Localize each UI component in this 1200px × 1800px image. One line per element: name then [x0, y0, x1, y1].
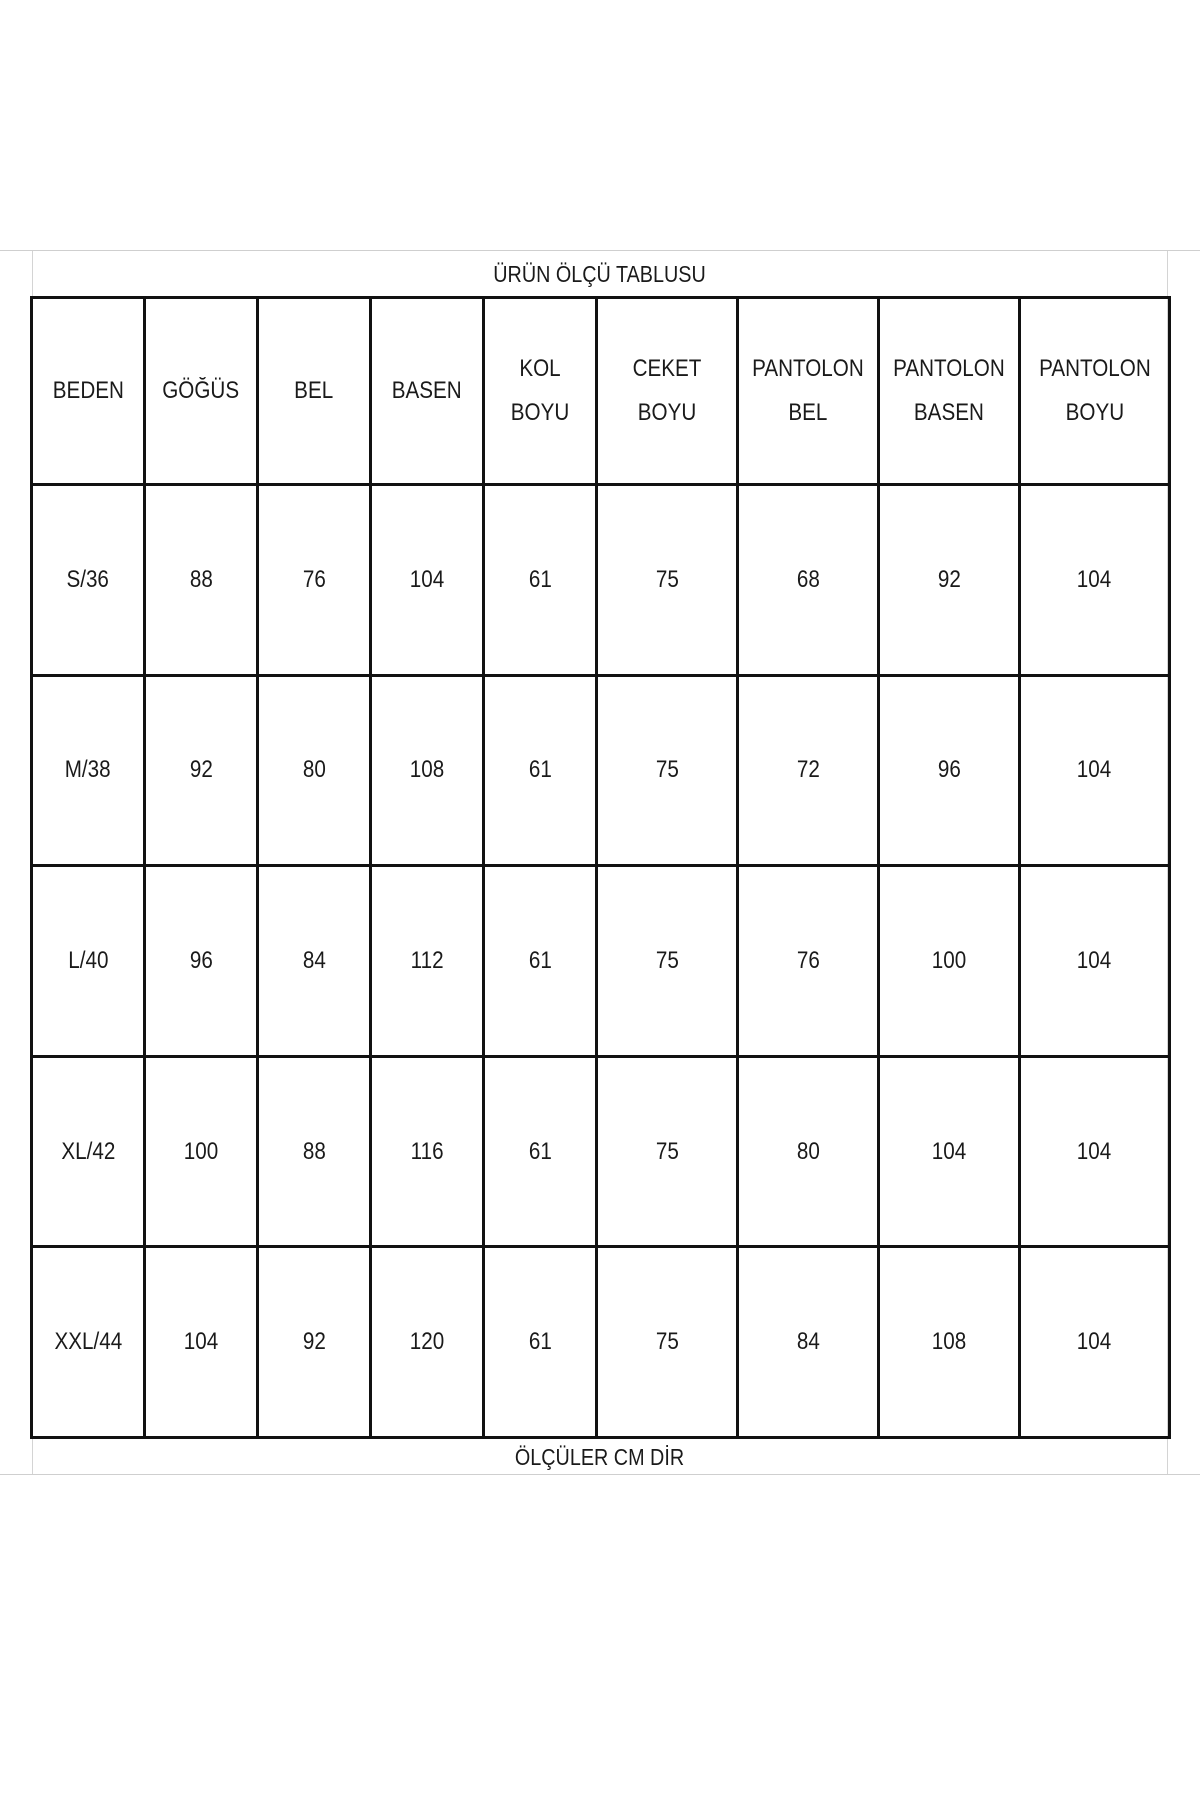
cell-size: XXL/44	[32, 1247, 145, 1438]
cell-basen: 108	[371, 675, 484, 866]
cell-pantolon-bel: 68	[738, 485, 879, 676]
table-row	[32, 1056, 1170, 1247]
cell-pantolon-bel: 80	[738, 1056, 879, 1247]
cell-pantolon-bel: 72	[738, 675, 879, 866]
header-cell-ceket-boyu: CEKET BOYU	[597, 298, 738, 485]
cell-gogus: 96	[145, 866, 258, 1057]
cell-gogus: 104	[145, 1247, 258, 1438]
cell-pantolon-basen: 100	[879, 866, 1020, 1057]
table-row	[32, 675, 1170, 866]
cell-kol-boyu: 61	[484, 675, 597, 866]
cell-pantolon-bel: 84	[738, 1247, 879, 1438]
cell-gogus: 92	[145, 675, 258, 866]
cell-ceket-boyu: 75	[597, 485, 738, 676]
cell-bel: 84	[258, 866, 371, 1057]
cell-gogus: 88	[145, 485, 258, 676]
table-row	[32, 866, 1170, 1057]
cell-pantolon-bel: 76	[738, 866, 879, 1057]
cell-kol-boyu: 61	[484, 1056, 597, 1247]
cell-ceket-boyu: 75	[597, 1056, 738, 1247]
header-cell-pantolon-basen: PANTOLON BASEN	[879, 298, 1020, 485]
header-cell-basen: BASEN	[371, 298, 484, 485]
table-row	[32, 1247, 1170, 1438]
header-cell-pantolon-bel: PANTOLON BEL	[738, 298, 879, 485]
cell-basen: 112	[371, 866, 484, 1057]
cell-basen: 120	[371, 1247, 484, 1438]
header-cell-beden: BEDEN	[32, 298, 145, 485]
cell-size: S/36	[32, 485, 145, 676]
cell-pantolon-boyu: 104	[1020, 675, 1170, 866]
cell-bel: 80	[258, 675, 371, 866]
cell-pantolon-boyu: 104	[1020, 485, 1170, 676]
cell-ceket-boyu: 75	[597, 866, 738, 1057]
header-row	[32, 298, 1170, 485]
cell-size: L/40	[32, 866, 145, 1057]
cell-ceket-boyu: 75	[597, 1247, 738, 1438]
cell-kol-boyu: 61	[484, 1247, 597, 1438]
cell-kol-boyu: 61	[484, 485, 597, 676]
cell-pantolon-basen: 104	[879, 1056, 1020, 1247]
cell-bel: 92	[258, 1247, 371, 1438]
header-cell-bel: BEL	[258, 298, 371, 485]
size-chart-sheet	[0, 250, 1200, 1475]
size-table	[30, 296, 1171, 1439]
cell-pantolon-basen: 108	[879, 1247, 1020, 1438]
cell-gogus: 100	[145, 1056, 258, 1247]
header-cell-kol-boyu: KOL BOYU	[484, 298, 597, 485]
units-note: ÖLÇÜLER CM DİR	[514, 1443, 685, 1470]
cell-pantolon-basen: 92	[879, 485, 1020, 676]
cell-basen: 104	[371, 485, 484, 676]
cell-basen: 116	[371, 1056, 484, 1247]
table-row	[32, 485, 1170, 676]
cell-ceket-boyu: 75	[597, 675, 738, 866]
cell-bel: 88	[258, 1056, 371, 1247]
header-cell-pantolon-boyu: PANTOLON BOYU	[1020, 298, 1170, 485]
cell-pantolon-boyu: 104	[1020, 1056, 1170, 1247]
cell-pantolon-boyu: 104	[1020, 866, 1170, 1057]
cell-pantolon-basen: 96	[879, 675, 1020, 866]
cell-pantolon-boyu: 104	[1020, 1247, 1170, 1438]
cell-kol-boyu: 61	[484, 866, 597, 1057]
header-cell-gogus: GÖĞÜS	[145, 298, 258, 485]
table-title: ÜRÜN ÖLÇÜ TABLUSU	[493, 260, 706, 287]
cell-bel: 76	[258, 485, 371, 676]
cell-size: M/38	[32, 675, 145, 866]
cell-size: XL/42	[32, 1056, 145, 1247]
